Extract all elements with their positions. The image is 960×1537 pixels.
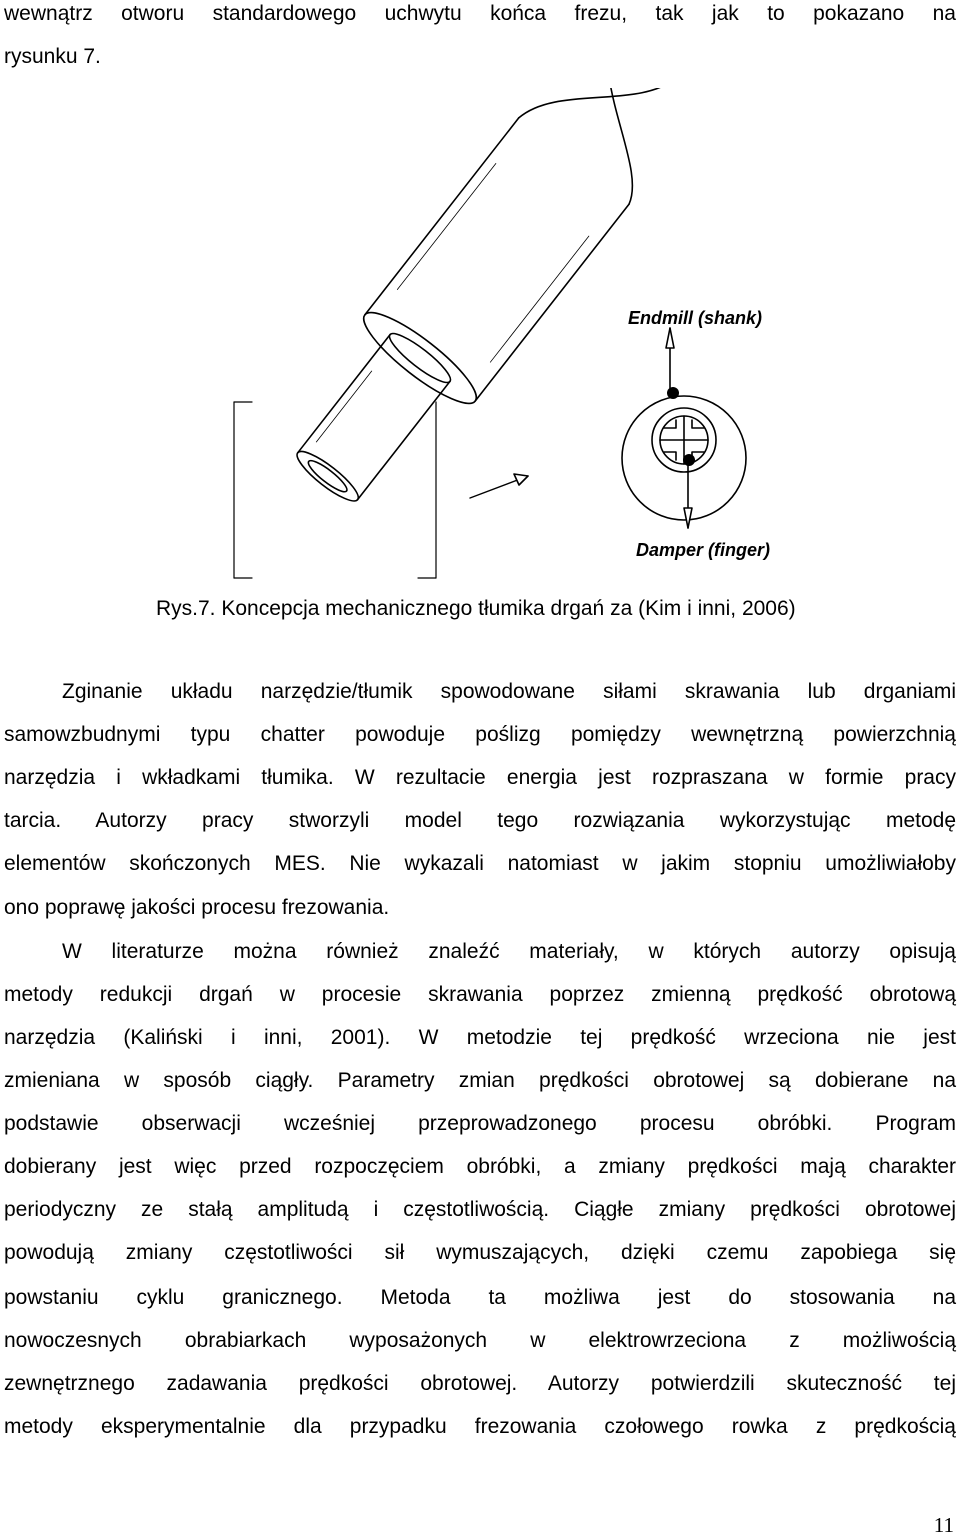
paragraph2-line-5: podstawie obserwacji wcześniej przeprowadzonego procesu obróbki. Program [4, 1112, 956, 1135]
endmill-damper-drawing [230, 88, 790, 588]
paragraph2-line-6: dobierany jest więc przed rozpoczęciem obróbki, a zmiany prędkości mają charakter [4, 1155, 956, 1178]
paragraph2-line-10: nowoczesnych obrabiarkach wyposażonych w elektrowrzeciona z możliwością [4, 1329, 956, 1352]
label-endmill-shank: Endmill (shank) [628, 308, 763, 328]
paragraph2-line-7: periodyczny ze stałą amplitudą i częstotliwością. Ciągłe zmiany prędkości obrotowej [4, 1198, 956, 1221]
intro-line-1: wewnątrz otworu standardowego uchwytu końca frezu, tak jak to pokazano na [4, 2, 956, 25]
paragraph1-line-2: samowzbudnymi typu chatter powoduje poślizg pomiędzy wewnętrzną powierzchnią [4, 723, 956, 746]
paragraph1-line-4: tarcia. Autorzy pracy stworzyli model tego rozwiązania wykorzystując metodę [4, 809, 956, 832]
paragraph1-line-3: narzędzia i wkładkami tłumika. W rezultacie energia jest rozpraszana w formie pracy [4, 766, 956, 789]
damper-contact-dot [683, 454, 695, 466]
page-number: 11 [933, 1513, 954, 1537]
label-damper-finger: Damper (finger) [636, 540, 771, 560]
paragraph2-line-9: powstaniu cyklu granicznego. Metoda ta możliwa jest do stosowania na [4, 1286, 956, 1309]
shank-contact-dot [667, 387, 679, 399]
paragraph2-line-3: narzędzia (Kaliński i inni, 2001). W metodzie tej prędkość wrzeciona nie jest [4, 1026, 956, 1049]
figure-damper-concept [230, 88, 790, 588]
paragraph1-line-1: Zginanie układu narzędzie/tłumik spowodowane siłami skrawania lub drganiami [62, 680, 956, 703]
paragraph2-line-12: metody eksperymentalnie dla przypadku frezowania czołowego rowka z prędkością [4, 1415, 956, 1438]
paragraph2-line-2: metody redukcji drgań w procesie skrawania poprzez zmienną prędkość obrotową [4, 983, 956, 1006]
paragraph2-line-1: W literaturze można również znaleźć materiały, w których autorzy opisują [62, 940, 956, 963]
paragraph1-line-5: elementów skończonych MES. Nie wykazali natomiast w jakim stopniu umożliwiałoby [4, 852, 956, 875]
paragraph2-line-8: powodują zmiany częstotliwości sił wymuszających, dzięki czemu zapobiega się [4, 1241, 956, 1264]
figure-caption: Rys.7. Koncepcja mechanicznego tłumika drgań za (Kim i inni, 2006) [156, 597, 796, 620]
paragraph2-line-11: zewnętrznego zadawania prędkości obrotowej. Autorzy potwierdzili skuteczność tej [4, 1372, 956, 1395]
paragraph2-line-4: zmieniana w sposób ciągły. Parametry zmian prędkości obrotowej są dobierane na [4, 1069, 956, 1092]
intro-line-2: rysunku 7. [4, 45, 101, 68]
paragraph1-line-6: ono poprawę jakości procesu frezowania. [4, 896, 390, 919]
